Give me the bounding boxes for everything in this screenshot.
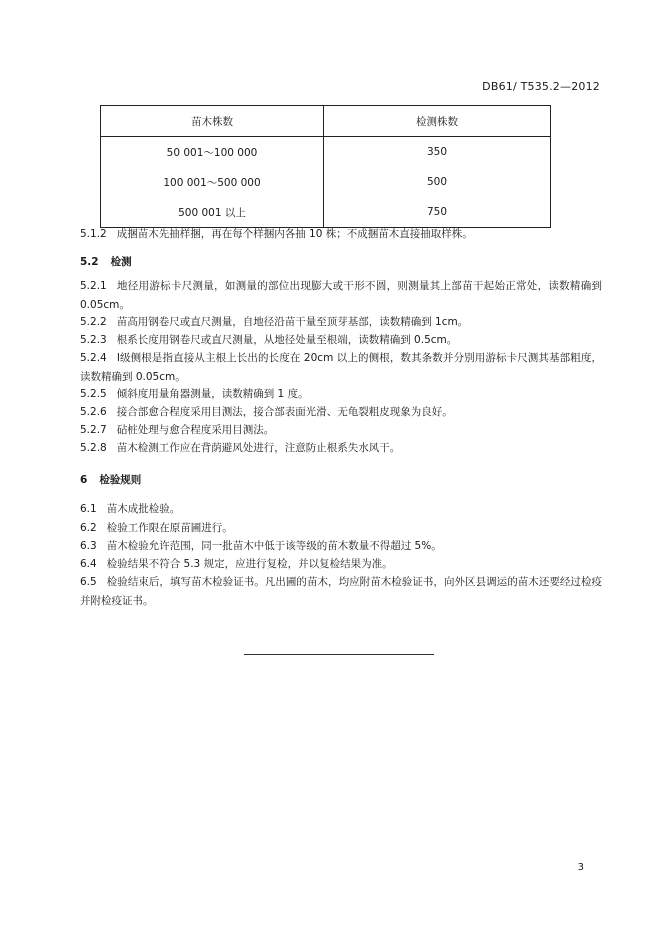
table-header-cell: 检测株数: [324, 106, 551, 137]
clause-6-2: [80, 519, 602, 538]
clause-6-3: [80, 537, 602, 556]
table-row: [101, 137, 551, 168]
clause-5-2-6: [80, 403, 602, 422]
clause-number: 5.2.8: [80, 442, 107, 454]
clause-number: 5.2.7: [80, 424, 107, 436]
table-cell: 50 001～100 000: [101, 137, 324, 168]
heading-text: 检测: [110, 256, 132, 268]
clause-text: 苗木检验允许范围，同一批苗木中低于该等级的苗木数量不得超过 5%。: [106, 540, 442, 552]
table-cell: 100 001～500 000: [101, 167, 324, 197]
clause-text: 检验结束后，填写苗木检验证书。凡出圃的苗木，均应附苗木检验证书，向外区县调运的苗木还要经过检疫并附检疫证书。: [80, 576, 602, 607]
heading-text: 检验规则: [99, 474, 142, 486]
clause-5-2-1: [80, 277, 602, 315]
table-cell: 750: [324, 197, 551, 228]
sampling-table: [100, 105, 551, 228]
clause-text: 成捆苗木先抽样捆，再在每个样捆内各抽 10 株；不成捆苗木直接抽取样株。: [116, 228, 473, 240]
clause-text: 苗高用钢卷尺或直尺测量，自地径沿苗干量至顶芽基部，读数精确到 1cm。: [116, 316, 469, 328]
section-heading-5-2: [80, 254, 132, 269]
heading-number: 6: [80, 474, 88, 486]
table-cell: 350: [324, 137, 551, 168]
clause-number: 6.2: [80, 522, 97, 534]
clause-6-1: [80, 500, 602, 519]
clause-number: 6.5: [80, 576, 97, 588]
clause-text: 地径用游标卡尺测量，如测量的部位出现膨大或干形不圆，则测量其上部苗干起始正常处，读数精确到 0.05cm。: [80, 280, 602, 311]
clause-5-2-4: [80, 349, 602, 387]
end-of-text-divider: [244, 654, 434, 655]
clause-number: 5.2.2: [80, 316, 107, 328]
section-heading-6: [80, 472, 141, 487]
heading-number: 5.2: [80, 256, 99, 268]
clause-text: 接合部愈合程度采用目测法，接合部表面光滑、无龟裂粗皮现象为良好。: [116, 406, 453, 418]
clause-6-4: [80, 555, 602, 574]
clause-5-1-2: [80, 225, 602, 244]
clause-5-2-7: [80, 421, 602, 440]
clause-number: 5.2.3: [80, 334, 107, 346]
clause-number: 5.1.2: [80, 228, 107, 240]
clause-number: 6.4: [80, 558, 97, 570]
clause-text: 苗木检测工作应在背荫避风处进行，注意防止根系失水风干。: [116, 442, 401, 454]
table-cell: 500 001 以上: [101, 197, 324, 228]
clause-text: 根系长度用钢卷尺或直尺测量，从地径处量至根端，读数精确到 0.5cm。: [116, 334, 458, 346]
clause-text: 检验工作限在原苗圃进行。: [106, 522, 233, 534]
clause-number: 6.3: [80, 540, 97, 552]
clause-text: 砧桩处理与愈合程度采用目测法。: [116, 424, 275, 436]
clause-5-2-2: [80, 313, 602, 332]
clause-6-5: [80, 573, 602, 611]
clause-text: Ⅰ级侧根是指直接从主根上长出的长度在 20cm 以上的侧根，数其条数并分别用游标卡尺测其基部粗度，读数精确到 0.05cm。: [80, 352, 602, 383]
clause-text: 倾斜度用量角器测量，读数精确到 1 度。: [116, 388, 309, 400]
clause-number: 5.2.4: [80, 352, 107, 364]
table-cell: 500: [324, 167, 551, 197]
clause-number: 5.2.6: [80, 406, 107, 418]
table-row: [101, 197, 551, 228]
page-number: 3: [577, 862, 584, 873]
table-row: [101, 167, 551, 197]
table-header-cell: 苗木株数: [101, 106, 324, 137]
clause-text: 检验结果不符合 5.3 规定，应进行复检，并以复检结果为准。: [106, 558, 393, 570]
clause-5-2-8: [80, 439, 602, 458]
clause-5-2-5: [80, 385, 602, 404]
document-code: DB61/ T535.2—2012: [482, 80, 600, 93]
clause-text: 苗木成批检验。: [106, 503, 181, 515]
clause-5-2-3: [80, 331, 602, 350]
clause-number: 5.2.5: [80, 388, 107, 400]
clause-number: 6.1: [80, 503, 97, 515]
table-header-row: [101, 106, 551, 137]
clause-number: 5.2.1: [80, 280, 107, 292]
